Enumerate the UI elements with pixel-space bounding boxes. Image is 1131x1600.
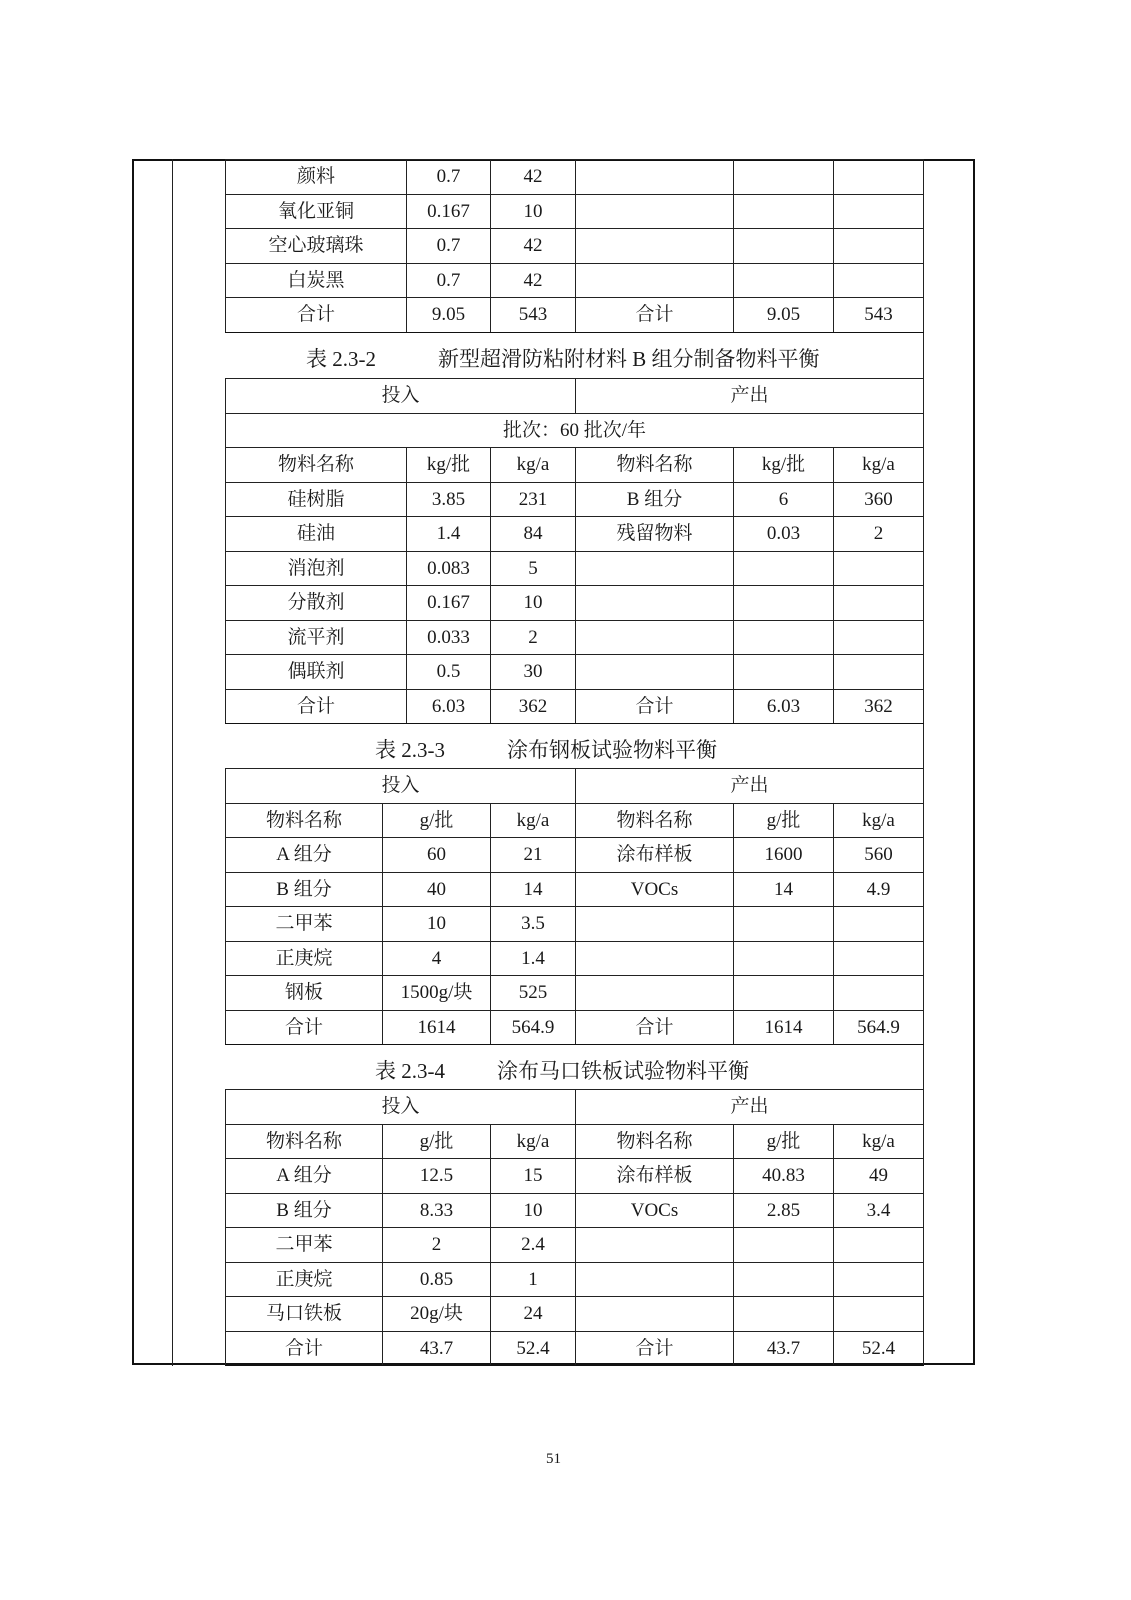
table-number: 表 2.3-4 <box>375 1059 445 1083</box>
cell-input-per-year: 52.4 <box>491 1331 576 1366</box>
cell-output-per-year <box>834 160 924 195</box>
cell-output-per-year: 362 <box>834 689 924 724</box>
cell-input-per-year: 10 <box>491 194 576 229</box>
input-group-header: 投入 <box>226 769 576 804</box>
column-header-input-per-batch: g/批 <box>383 803 491 838</box>
column-header-input-material-name: 物料名称 <box>226 1124 383 1159</box>
cell-output-per-batch: 6.03 <box>734 689 834 724</box>
cell-output-material-name <box>576 941 734 976</box>
cell-output-per-year: 3.4 <box>834 1193 924 1228</box>
cell-output-per-batch <box>734 907 834 942</box>
cell-output-material-name: VOCs <box>576 1193 734 1228</box>
page-number: 51 <box>546 1451 561 1467</box>
batch-note-row <box>226 413 924 448</box>
cell-output-material-name <box>576 1297 734 1332</box>
cell-input-per-year: 42 <box>491 160 576 195</box>
cell-output-per-year <box>834 229 924 264</box>
cell-output-material-name <box>576 160 734 195</box>
cell-input-material-name: 合计 <box>226 1331 383 1366</box>
batch-note: 批次：60 批次/年 <box>226 413 924 448</box>
column-header-input-material-name: 物料名称 <box>226 448 407 483</box>
cell-input-material-name: 正庚烷 <box>226 1262 383 1297</box>
cell-output-per-batch <box>734 194 834 229</box>
cell-input-per-year: 10 <box>491 586 576 621</box>
cell-output-per-year: 543 <box>834 298 924 333</box>
cell-input-material-name: B 组分 <box>226 1193 383 1228</box>
cell-input-per-year: 564.9 <box>491 1010 576 1045</box>
column-header-output-per-batch: kg/批 <box>734 448 834 483</box>
table-row <box>226 1262 924 1297</box>
output-group-header: 产出 <box>576 769 924 804</box>
cell-output-per-year <box>834 941 924 976</box>
cell-input-per-batch: 3.85 <box>407 482 491 517</box>
cell-output-per-year: 360 <box>834 482 924 517</box>
cell-output-per-batch <box>734 229 834 264</box>
cell-input-per-batch: 0.167 <box>407 194 491 229</box>
column-header-row <box>226 448 924 483</box>
table-body <box>226 1124 924 1366</box>
table-row <box>226 586 924 621</box>
cell-input-per-year: 525 <box>491 976 576 1011</box>
column-header-output-per-year: kg/a <box>834 1124 924 1159</box>
column-header-input-per-year: kg/a <box>491 448 576 483</box>
cell-input-per-year: 14 <box>491 872 576 907</box>
cell-output-material-name <box>576 620 734 655</box>
cell-input-per-batch: 0.033 <box>407 620 491 655</box>
input-group-header: 投入 <box>226 1090 576 1125</box>
cell-output-per-batch: 6 <box>734 482 834 517</box>
total-row <box>226 1331 924 1366</box>
cell-input-per-batch: 20g/块 <box>383 1297 491 1332</box>
table-row <box>226 872 924 907</box>
cell-input-material-name: 二甲苯 <box>226 907 383 942</box>
column-header-input-per-year: kg/a <box>491 803 576 838</box>
cell-output-per-year: 564.9 <box>834 1010 924 1045</box>
cell-input-per-batch: 0.85 <box>383 1262 491 1297</box>
cell-output-per-batch <box>734 655 834 690</box>
cell-output-per-batch <box>734 620 834 655</box>
cell-output-material-name: 残留物料 <box>576 517 734 552</box>
cell-input-material-name: 合计 <box>226 689 407 724</box>
cell-input-per-batch: 60 <box>383 838 491 873</box>
table-row <box>226 517 924 552</box>
cell-input-per-batch: 2 <box>383 1228 491 1263</box>
cell-input-material-name: 钢板 <box>226 976 383 1011</box>
total-row <box>226 298 924 333</box>
table-row <box>226 482 924 517</box>
cell-output-material-name <box>576 229 734 264</box>
cell-input-per-year: 5 <box>491 551 576 586</box>
cell-output-material-name <box>576 1228 734 1263</box>
column-header-output-per-batch: g/批 <box>734 803 834 838</box>
cell-input-material-name: 马口铁板 <box>226 1297 383 1332</box>
cell-output-per-year: 2 <box>834 517 924 552</box>
cell-output-per-year <box>834 976 924 1011</box>
cell-output-per-year: 49 <box>834 1159 924 1194</box>
table-row <box>226 1228 924 1263</box>
table-row <box>226 620 924 655</box>
table-2-3-2 <box>225 378 924 724</box>
table-2-3-4 <box>225 1089 924 1366</box>
cell-input-material-name: 分散剂 <box>226 586 407 621</box>
cell-output-per-year <box>834 551 924 586</box>
cell-output-material-name <box>576 655 734 690</box>
cell-input-per-batch: 4 <box>383 941 491 976</box>
column-header-output-per-year: kg/a <box>834 803 924 838</box>
table-body <box>226 160 924 333</box>
table-row <box>226 838 924 873</box>
column-header-output-material-name: 物料名称 <box>576 448 734 483</box>
cell-input-material-name: 空心玻璃珠 <box>226 229 407 264</box>
column-header-output-per-batch: g/批 <box>734 1124 834 1159</box>
table-caption <box>306 349 820 370</box>
table-caption <box>375 740 717 761</box>
total-row <box>226 689 924 724</box>
table-2-3-1-continued <box>225 159 924 333</box>
cell-input-per-year: 2 <box>491 620 576 655</box>
cell-output-material-name <box>576 194 734 229</box>
cell-output-per-batch <box>734 160 834 195</box>
cell-output-per-batch <box>734 551 834 586</box>
cell-input-material-name: B 组分 <box>226 872 383 907</box>
column-header-output-material-name: 物料名称 <box>576 803 734 838</box>
input-group-header: 投入 <box>226 379 576 414</box>
cell-input-per-batch: 6.03 <box>407 689 491 724</box>
cell-input-per-year: 30 <box>491 655 576 690</box>
cell-output-material-name <box>576 907 734 942</box>
cell-output-material-name <box>576 551 734 586</box>
cell-input-per-batch: 12.5 <box>383 1159 491 1194</box>
cell-input-per-year: 84 <box>491 517 576 552</box>
cell-output-per-year <box>834 194 924 229</box>
cell-output-per-year: 52.4 <box>834 1331 924 1366</box>
cell-output-per-batch <box>734 1228 834 1263</box>
cell-output-material-name <box>576 263 734 298</box>
table-body <box>226 448 924 724</box>
cell-input-material-name: 颜料 <box>226 160 407 195</box>
cell-input-per-year: 24 <box>491 1297 576 1332</box>
cell-input-per-year: 10 <box>491 1193 576 1228</box>
cell-output-per-year <box>834 1228 924 1263</box>
cell-input-per-batch: 0.7 <box>407 229 491 264</box>
cell-output-per-year <box>834 907 924 942</box>
column-header-output-material-name: 物料名称 <box>576 1124 734 1159</box>
table-number: 表 2.3-3 <box>375 738 445 762</box>
cell-input-per-year: 1 <box>491 1262 576 1297</box>
table-row <box>226 194 924 229</box>
cell-input-per-year: 21 <box>491 838 576 873</box>
cell-output-material-name: 合计 <box>576 1331 734 1366</box>
table-row <box>226 263 924 298</box>
column-header-input-per-batch: g/批 <box>383 1124 491 1159</box>
output-group-header: 产出 <box>576 379 924 414</box>
cell-output-per-batch: 43.7 <box>734 1331 834 1366</box>
cell-output-per-batch: 40.83 <box>734 1159 834 1194</box>
cell-input-material-name: 消泡剂 <box>226 551 407 586</box>
cell-output-material-name <box>576 1262 734 1297</box>
cell-input-material-name: A 组分 <box>226 838 383 873</box>
cell-input-per-year: 543 <box>491 298 576 333</box>
cell-output-per-year <box>834 620 924 655</box>
cell-input-per-batch: 0.7 <box>407 160 491 195</box>
cell-input-material-name: A 组分 <box>226 1159 383 1194</box>
cell-output-material-name <box>576 976 734 1011</box>
table-row <box>226 1297 924 1332</box>
table-row <box>226 941 924 976</box>
cell-output-per-year: 4.9 <box>834 872 924 907</box>
cell-output-per-batch: 1600 <box>734 838 834 873</box>
table-title: 涂布钢板试验物料平衡 <box>507 738 717 762</box>
cell-input-per-batch: 1500g/块 <box>383 976 491 1011</box>
table-2-3-3 <box>225 768 924 1045</box>
table-row <box>226 655 924 690</box>
cell-input-per-batch: 43.7 <box>383 1331 491 1366</box>
cell-input-material-name: 流平剂 <box>226 620 407 655</box>
table-row <box>226 907 924 942</box>
cell-output-per-year: 560 <box>834 838 924 873</box>
cell-input-per-year: 2.4 <box>491 1228 576 1263</box>
table-row <box>226 551 924 586</box>
cell-output-material-name: VOCs <box>576 872 734 907</box>
cell-input-material-name: 正庚烷 <box>226 941 383 976</box>
cell-output-per-year <box>834 586 924 621</box>
table-title: 新型超滑防粘附材料 B 组分制备物料平衡 <box>438 347 820 371</box>
cell-output-per-batch: 0.03 <box>734 517 834 552</box>
output-group-header: 产出 <box>576 1090 924 1125</box>
cell-input-per-year: 362 <box>491 689 576 724</box>
cell-output-per-batch: 1614 <box>734 1010 834 1045</box>
cell-input-per-batch: 0.083 <box>407 551 491 586</box>
cell-input-per-year: 231 <box>491 482 576 517</box>
group-header-row <box>226 1090 924 1125</box>
cell-input-material-name: 硅树脂 <box>226 482 407 517</box>
cell-output-per-year <box>834 1262 924 1297</box>
cell-input-material-name: 白炭黑 <box>226 263 407 298</box>
cell-input-per-year: 15 <box>491 1159 576 1194</box>
cell-input-material-name: 二甲苯 <box>226 1228 383 1263</box>
group-header-row <box>226 379 924 414</box>
cell-output-per-year <box>834 1297 924 1332</box>
group-header-row <box>226 769 924 804</box>
cell-input-material-name: 合计 <box>226 298 407 333</box>
table-row <box>226 1159 924 1194</box>
cell-input-per-batch: 0.167 <box>407 586 491 621</box>
cell-output-per-batch <box>734 1262 834 1297</box>
column-header-row <box>226 1124 924 1159</box>
total-row <box>226 1010 924 1045</box>
cell-input-per-batch: 0.7 <box>407 263 491 298</box>
cell-input-per-batch: 9.05 <box>407 298 491 333</box>
frame-inner-line-left <box>172 159 173 1366</box>
cell-output-material-name: 涂布样板 <box>576 1159 734 1194</box>
cell-input-material-name: 偶联剂 <box>226 655 407 690</box>
table-row <box>226 160 924 195</box>
cell-input-per-year: 1.4 <box>491 941 576 976</box>
column-header-row <box>226 803 924 838</box>
cell-input-per-batch: 1.4 <box>407 517 491 552</box>
cell-output-per-year <box>834 263 924 298</box>
cell-input-material-name: 合计 <box>226 1010 383 1045</box>
table-row <box>226 229 924 264</box>
cell-input-material-name: 硅油 <box>226 517 407 552</box>
cell-output-material-name: 合计 <box>576 1010 734 1045</box>
cell-output-per-batch <box>734 263 834 298</box>
column-header-input-per-batch: kg/批 <box>407 448 491 483</box>
column-header-input-per-year: kg/a <box>491 1124 576 1159</box>
cell-output-material-name: 合计 <box>576 689 734 724</box>
cell-output-per-batch: 14 <box>734 872 834 907</box>
table-row <box>226 1193 924 1228</box>
cell-input-per-batch: 10 <box>383 907 491 942</box>
cell-output-per-batch <box>734 941 834 976</box>
table-number: 表 2.3-2 <box>306 347 376 371</box>
table-body <box>226 803 924 1045</box>
column-header-input-material-name: 物料名称 <box>226 803 383 838</box>
table-row <box>226 976 924 1011</box>
cell-input-per-year: 42 <box>491 263 576 298</box>
table-caption <box>375 1061 749 1082</box>
cell-output-per-batch <box>734 586 834 621</box>
cell-input-per-batch: 8.33 <box>383 1193 491 1228</box>
cell-output-per-batch <box>734 976 834 1011</box>
cell-output-material-name: 涂布样板 <box>576 838 734 873</box>
cell-output-per-batch <box>734 1297 834 1332</box>
cell-input-per-batch: 1614 <box>383 1010 491 1045</box>
cell-output-material-name: 合计 <box>576 298 734 333</box>
cell-output-per-batch: 2.85 <box>734 1193 834 1228</box>
cell-input-per-batch: 40 <box>383 872 491 907</box>
table-title: 涂布马口铁板试验物料平衡 <box>497 1059 749 1083</box>
cell-output-per-year <box>834 655 924 690</box>
cell-output-material-name: B 组分 <box>576 482 734 517</box>
cell-input-per-year: 42 <box>491 229 576 264</box>
cell-input-per-year: 3.5 <box>491 907 576 942</box>
cell-output-per-batch: 9.05 <box>734 298 834 333</box>
column-header-output-per-year: kg/a <box>834 448 924 483</box>
cell-output-material-name <box>576 586 734 621</box>
cell-input-per-batch: 0.5 <box>407 655 491 690</box>
cell-input-material-name: 氧化亚铜 <box>226 194 407 229</box>
